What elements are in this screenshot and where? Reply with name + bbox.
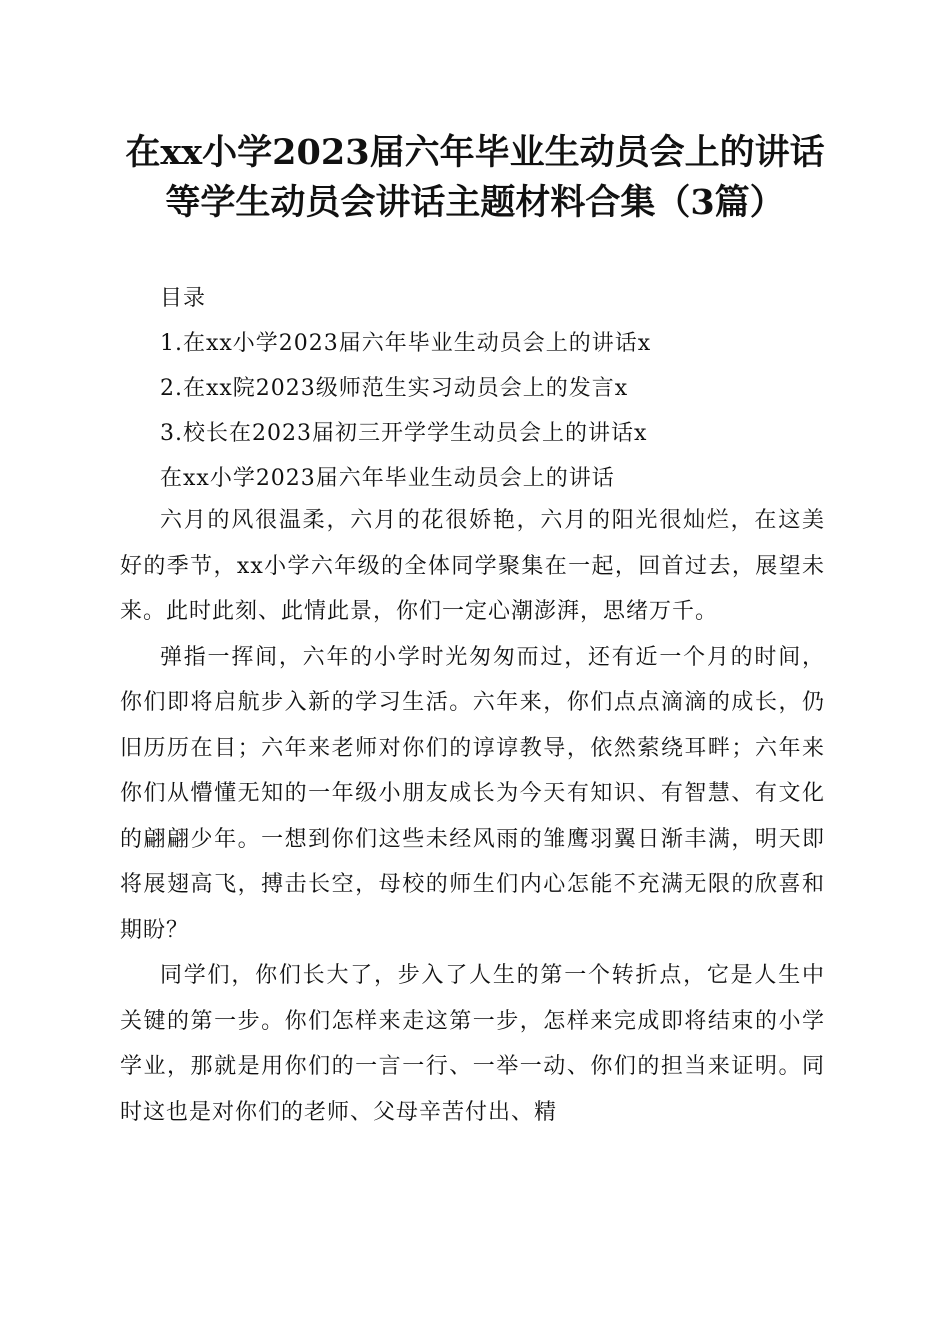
section-heading: 在xx小学2023届六年毕业生动员会上的讲话 <box>160 466 615 491</box>
document-title <box>100 128 850 228</box>
body-text <box>120 498 825 1135</box>
paragraph-1: 六月的风很温柔，六月的花很娇艳，六月的阳光很灿烂，在这美好的季节，xx小学六年级的全体同学聚集在一起，回首过去，展望未来。此时此刻、此情此景，你们一定心潮澎湃，思绪万千。 <box>120 508 825 624</box>
paragraph-2: 弹指一挥间，六年的小学时光匆匆而过，还有近一个月的时间，你们即将启航步入新的学习生活。六年来，你们点点滴滴的成长，仍旧历历在目；六年来老师对你们的谆谆教导，依然萦绕耳畔；六年来你们从懵懂无知的一年级小朋友成长为今天有知识、有智慧、有文化的翩翩少年。一想到你们这些未经风雨的雏鹰羽翼日渐丰满，明天即将展翅高飞，搏击长空，母校的师生们内心怎能不充满无限的欣喜和期盼？ <box>120 644 825 943</box>
table-of-contents <box>160 276 860 501</box>
title-line-1: 在xx小学2023届六年毕业生动员会上的讲话 <box>125 132 825 173</box>
toc-item-2: 2.在xx院2023级师范生实习动员会上的发言x <box>160 376 629 401</box>
toc-heading: 目录 <box>160 286 207 311</box>
title-line-2: 等学生动员会讲话主题材料合集（3篇） <box>165 182 785 223</box>
paragraph-3: 同学们，你们长大了，步入了人生的第一个转折点，它是人生中关键的第一步。你们怎样来走这第一步，怎样来完成即将结束的小学学业，那就是用你们的一言一行、一举一动、你们的担当来证明。同时这也是对你们的老师、父母辛苦付出、精 <box>120 963 825 1125</box>
toc-item-3: 3.校长在2023届初三开学学生动员会上的讲话x <box>160 421 648 446</box>
toc-item-1: 1.在xx小学2023届六年毕业生动员会上的讲话x <box>160 331 652 356</box>
